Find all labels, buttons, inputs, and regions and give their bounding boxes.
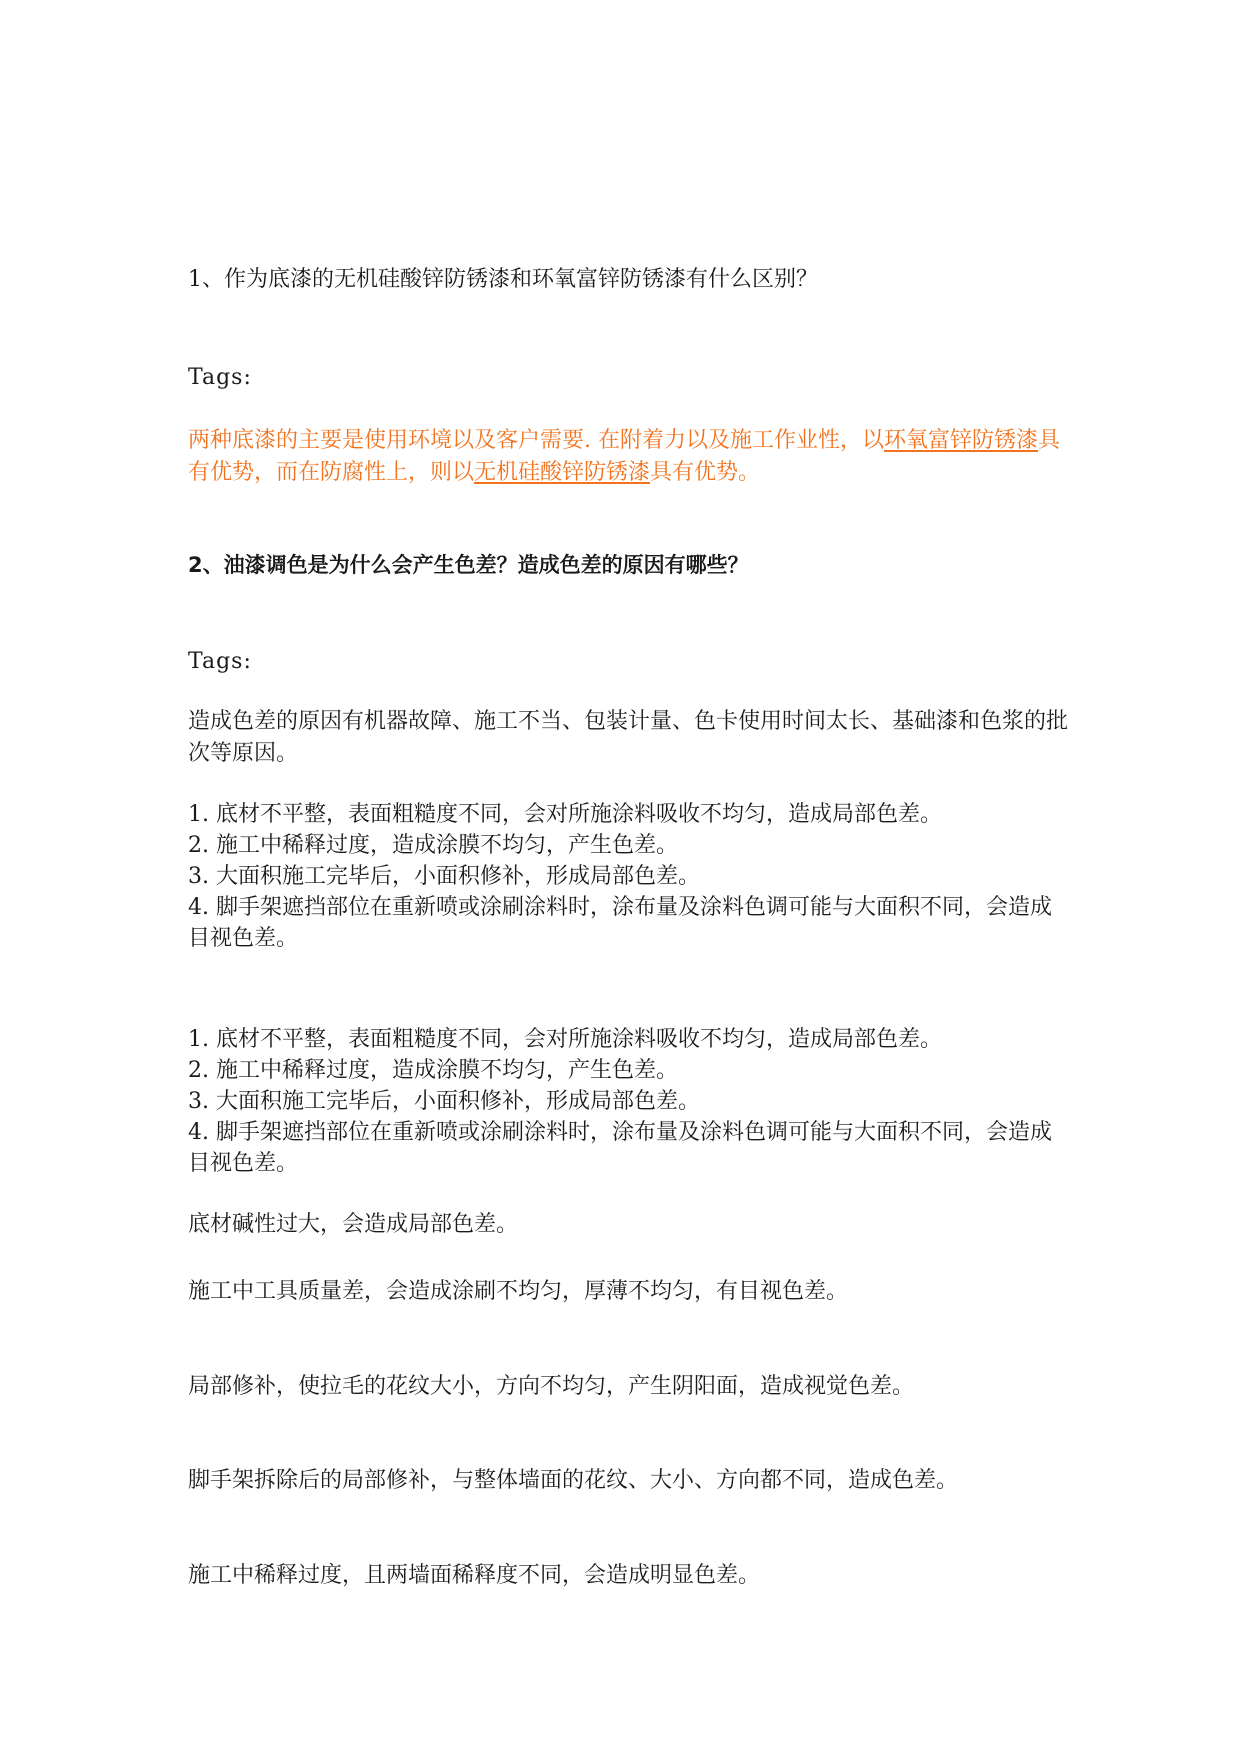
list-item: 4. 脚手架遮挡部位在重新喷或涂刷涂料时，涂布量及涂料色调可能与大面积不同，会造成目视色差。: [188, 1120, 1052, 1176]
question-2-tags-label: Tags:: [188, 649, 252, 674]
cause-list-b: [188, 1024, 1068, 1179]
paragraph-scaffold-repair: 脚手架拆除后的局部修补，与整体墙面的花纹、大小、方向都不同，造成色差。: [188, 1468, 959, 1493]
list-item: 3. 大面积施工完毕后，小面积修补，形成局部色差。: [188, 1089, 700, 1114]
paragraph-local-repair: 局部修补，使拉毛的花纹大小，方向不均匀，产生阴阳面，造成视觉色差。: [188, 1374, 915, 1399]
answer-link-epoxy-zinc-primer[interactable]: 环氧富锌防锈漆: [884, 428, 1039, 453]
list-item: 1. 底材不平整，表面粗糙度不同，会对所施涂料吸收不均匀，造成局部色差。: [188, 802, 942, 827]
paragraph-tool-quality: 施工中工具质量差，会造成涂刷不均匀，厚薄不均匀，有目视色差。: [188, 1279, 849, 1304]
list-item: 4. 脚手架遮挡部位在重新喷或涂刷涂料时，涂布量及涂料色调可能与大面积不同，会造成目视色差。: [188, 895, 1052, 951]
question-1-tags-label: Tags:: [188, 365, 252, 390]
answer-text-part-2: 具有优势，而在防腐性上，则以: [188, 428, 1061, 485]
question-1-title: 1、作为底漆的无机硅酸锌防锈漆和环氧富锌防锈漆有什么区别？: [188, 267, 818, 292]
paragraph-over-dilution: 施工中稀释过度，且两墙面稀释度不同，会造成明显色差。: [188, 1563, 761, 1588]
list-item: 2. 施工中稀释过度，造成涂膜不均匀，产生色差。: [188, 1058, 678, 1083]
question-2-title: 2、油漆调色是为什么会产生色差？造成色差的原因有哪些？: [188, 553, 749, 577]
list-item: 3. 大面积施工完毕后，小面积修补，形成局部色差。: [188, 864, 700, 889]
answer-link-inorganic-zinc-silicate-primer[interactable]: 无机硅酸锌防锈漆: [474, 460, 651, 485]
answer-text-part-3: 具有优势。: [650, 460, 761, 485]
list-item: 2. 施工中稀释过度，造成涂膜不均匀，产生色差。: [188, 833, 678, 858]
question-1-answer: [188, 425, 1068, 489]
cause-list-a: [188, 799, 1068, 954]
list-item: 1. 底材不平整，表面粗糙度不同，会对所施涂料吸收不均匀，造成局部色差。: [188, 1027, 942, 1052]
answer-text-part-1: 两种底漆的主要是使用环境以及客户需要. 在附着力以及施工作业性，以: [188, 428, 884, 453]
paragraph-alkalinity: 底材碱性过大，会造成局部色差。: [188, 1212, 519, 1237]
cause-summary: 造成色差的原因有机器故障、施工不当、包装计量、色卡使用时间太长、基础漆和色浆的批次等原因。: [188, 709, 1069, 766]
